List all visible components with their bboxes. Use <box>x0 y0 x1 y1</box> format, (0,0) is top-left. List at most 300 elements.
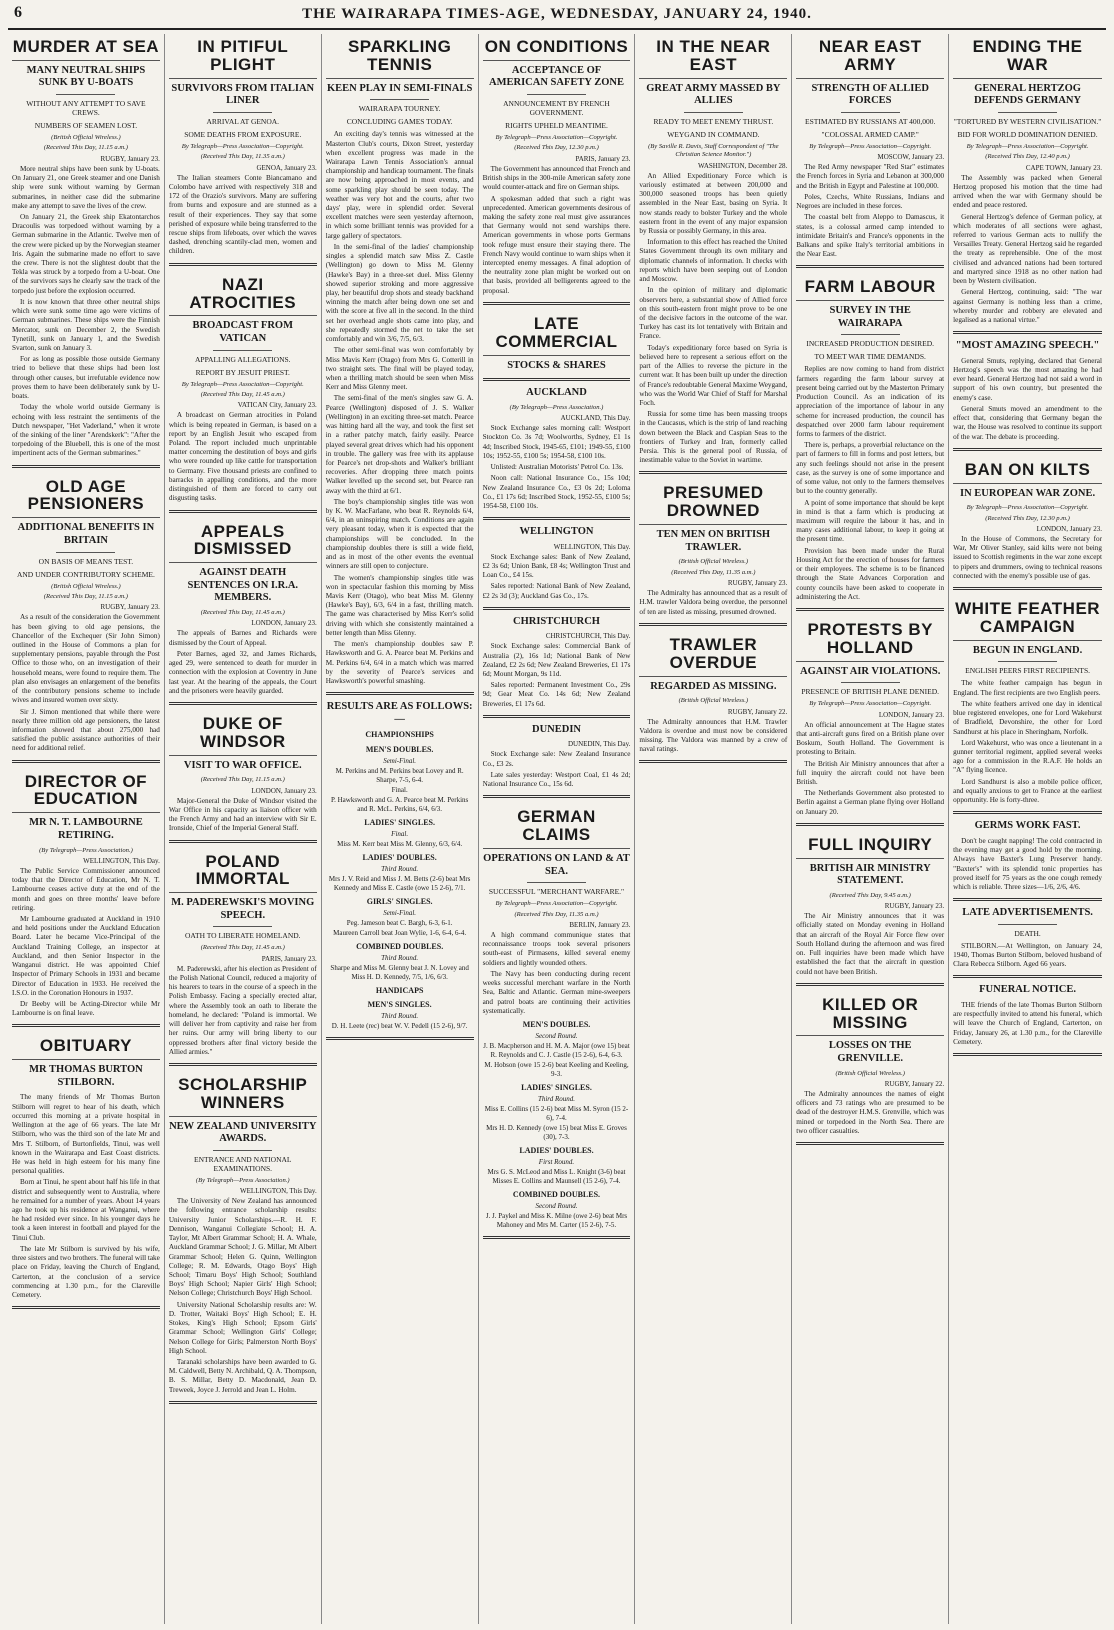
story <box>639 34 787 465</box>
dateline: AUCKLAND, This Day. <box>560 414 631 423</box>
paragraph: The British Air Ministry announces that after a full inquiry the aircraft could not have been British. <box>796 759 945 786</box>
story-separator <box>953 448 1102 451</box>
story-body <box>953 942 1102 970</box>
story-subhead: LOSSES ON THE GRENVILLE. <box>828 1040 912 1065</box>
story-separator <box>796 983 944 986</box>
story-body <box>12 165 160 459</box>
result-line: M. Hobson (owe 15 2-6) beat Keeling and Keeling, 9-3. <box>484 1061 629 1079</box>
dateline: WASHINGTON, December 28. <box>697 161 788 170</box>
paragraph: The boy's championship singles title was won by K. W. MacFarlane, who beat R. Reynolds 6/4, 6/4, in an uninspiring match. Conditions are again very pleasant today, when it is expected that the championships will be concluded. In the championship doubles there is still a wide field, and as in most of the other events the eventual winners are still open to conjecture. <box>325 497 474 571</box>
story-subhead: LATE ADVERTISEMENTS. <box>962 907 1093 919</box>
paragraph: Sales reported: National Bank of New Zealand, £2 2s 3d (3); Auckland Gas Co., 17s. <box>482 582 631 600</box>
divider-rule <box>841 334 900 335</box>
story-headline: LATE COMMERCIAL <box>483 311 631 356</box>
story-separator <box>953 898 1102 901</box>
column-5 <box>635 34 792 1624</box>
results-round: Third Round. <box>381 954 419 963</box>
story-headline: KILLED OR MISSING <box>796 992 944 1037</box>
story-body <box>639 172 787 466</box>
received-time: (Received This Day, 11.15 a.m.) <box>43 592 128 600</box>
received-time: (Received This Day, 11.15 a.m.) <box>43 144 128 152</box>
story <box>12 769 160 1019</box>
story <box>326 34 474 686</box>
story <box>953 907 1102 969</box>
story-separator <box>639 471 787 474</box>
story-body <box>953 837 1102 892</box>
story-body <box>953 357 1102 442</box>
story <box>796 832 944 977</box>
story-subhead: "COLOSSAL ARMED CAMP." <box>821 129 919 139</box>
paragraph: It is now known that three other neutral ships which were sunk some time ago were victims of German submarines. These ships were the Finnish Mercator, sunk on December 2, the Swedish Tynetill, sunk on January 1, and the Swedish Svarton, sunk on January 3. <box>12 297 160 353</box>
column-2 <box>165 34 322 1624</box>
story-subhead: M. PADEREWSKI'S MOVING SPEECH. <box>171 897 315 921</box>
paragraph: The Netherlands Government also protested to Berlin against a German plane flying over Holland on January 20. <box>796 789 945 816</box>
story <box>483 724 631 789</box>
story-headline: PRESUMED DROWNED <box>639 480 787 525</box>
story-headline: SPARKLING TENNIS <box>326 34 474 79</box>
story-body <box>953 174 1102 326</box>
story <box>953 340 1102 442</box>
story-separator <box>796 265 944 268</box>
story-subhead: VISIT TO WAR OFFICE. <box>183 759 302 771</box>
story-subhead: WEYGAND IN COMMAND. <box>667 129 760 139</box>
results-heading: HANDICAPS <box>375 985 424 995</box>
dateline: CHRISTCHURCH, This Day. <box>545 632 631 641</box>
dateline: PARIS, January 23. <box>575 154 631 163</box>
paragraph: Stock Exchange sales morning call: Westport Stockton Co. 3s 7d; Woolworths, Sydney, £1 1s 4d; Inscribed Stock, 1945-65, £101; 1949-55, £100 10s; 1952-55, £100 5s; 1954-58, £100 10s. <box>482 424 631 460</box>
story-subhead: OATH TO LIBERATE HOMELAND. <box>184 931 301 941</box>
story <box>326 701 474 1031</box>
story-body <box>12 867 160 1019</box>
paragraph: The Admiralty announces that H.M. Trawler Valdora is overdue and must now be considered missing. The Valdora was manned by a crew of naval ratings. <box>639 717 788 754</box>
story-headline: FARM LABOUR <box>796 274 944 301</box>
paragraph: The Admiralty has announced that as a result of H.M. trawler Valdora being overdue, the personnel of ten are listed as missing, presumed drowned. <box>639 589 788 616</box>
wire-credit: By Telegraph—Press Association—Copyright. <box>966 142 1089 150</box>
paragraph: Lord Wakehurst, who was once a lieutenant in a gunner territorial regiment, applied several weeks ago for a commission in the R.A.F. He holds an "A" flying licence. <box>953 738 1102 775</box>
result-line: Mrs G. S. McLeod and Miss L. Knight (3-6) beat Misses E. Collins and Maunsell (15 2-6), 7-4. <box>487 1168 626 1186</box>
story-subhead: DUNEDIN <box>531 723 581 735</box>
story-headline: IN THE NEAR EAST <box>639 34 787 79</box>
story-subhead: ADDITIONAL BENEFITS IN BRITAIN <box>17 522 155 546</box>
dateline: WELLINGTON, This Day. <box>553 542 631 551</box>
story-separator <box>953 811 1102 814</box>
story <box>483 387 631 511</box>
column-7 <box>949 34 1106 1624</box>
paragraph: The appeals of Barnes and Richards were dismissed by the Court of Appeal. <box>168 629 317 647</box>
story-subhead: STRENGTH OF ALLIED FORCES <box>811 82 929 107</box>
story-subhead: INCREASED PRODUCTION DESIRED. <box>806 339 935 349</box>
results-event: LADIES' DOUBLES. <box>362 852 437 862</box>
story-headline: NAZI ATROCITIES <box>169 272 317 317</box>
paragraph: Poles, Czechs, White Russians, Indians and Negroes are included in these forces. <box>796 192 945 211</box>
paragraph: Don't be caught napping! The cold contracted in the evening may get a good hold by the morning. Always have Baxter's Lung Preserver handy. "Baxter's" with its splendid tonic properties has proved itself for 75 years as the one cough remedy which is reliable. Three sizes—1/6, 2/6, 4/6. <box>953 836 1102 891</box>
story-subhead: MANY NEUTRAL SHIPS SUNK BY U-BOATS <box>26 64 146 89</box>
story-subhead: BROADCAST FROM VATICAN <box>192 320 293 344</box>
story-body <box>483 642 631 709</box>
dateline: RUGBY, January 23. <box>727 579 788 588</box>
story-subhead: WAIRARAPA TOURNEY. <box>358 104 441 114</box>
paragraph: Taranaki scholarships have been awarded to G. M. Caldwell, Betty N. Archibald, Q. A. Thompson, B. S. Millar, Betty D. Macdonald, Jean D. Treweek, Joyce J. Jerrold and Jean L. Holm. <box>168 1357 317 1394</box>
story-subhead: AND UNDER CONTRIBUTORY SCHEME. <box>16 569 155 579</box>
dateline: VATICAN City, January 23. <box>237 401 317 410</box>
paragraph: For as long as possible those outside Germany tried to believe that these ships had been lost through other causes, but irrefutable evidence now proves them to have been deliberately sunk by U-boats. <box>12 355 160 401</box>
dateline: MOSCOW, January 23. <box>877 153 945 162</box>
story-subhead: "MOST AMAZING SPEECH." <box>955 340 1100 352</box>
column-1 <box>8 34 165 1624</box>
received-time: (Received This Day, 11.45 a.m.) <box>200 390 285 398</box>
story-separator <box>12 760 160 763</box>
wire-credit: (British Official Wireless.) <box>678 697 749 705</box>
story-subhead: BEGUN IN ENGLAND. <box>972 644 1083 656</box>
paragraph: On January 21, the Greek ship Ekatontarchos Dracoulis was torpedoed without warning by a German submarine in the Atlantic. Twelve men of the crew were picked up by the Norwegian steamer Iris. Again the submarine made no effort to save the crew. There is not the slightest doubt that the Tekla was struck by a torpedo from a U-boat. One of the survivors says he clearly saw the track of the torpedo just before the explosion occurred. <box>12 212 160 295</box>
story-body <box>483 424 631 511</box>
story-body <box>169 797 317 834</box>
paragraph: An exciting day's tennis was witnessed at the Masterton Club's courts, Dixon Street, yesterday when excellent progress was made in the Wairarapa Lawn Tennis Association's annual championship and handicap tournament. The finals are now being approached in most events, and some sparkling play should be seen today. The weather was very hot and the courts, after two days' play, were in splendid order. Several excellent matches were seen yesterday afternoon, in which some brilliant tennis was provided for a large gallery of spectators. <box>325 130 474 240</box>
wire-credit: (British Official Wireless.) <box>678 558 749 566</box>
story-separator <box>12 465 160 468</box>
received-time: (Received This Day, 12.30 p.m.) <box>514 144 599 152</box>
paragraph: The many friends of Mr Thomas Burton Stilborn will regret to hear of his death, which occurred this morning at a private hospital in Wellington at the age of 66 years. The late Mr Stilborn, who was the third son of the late Mr and Mrs T. Stilborn, of Burtonfields, Tinui, was well known in the Wairarapa and East Coast districts. He was held in high esteem for his many fine personal qualities. <box>12 1093 160 1176</box>
paragraph: The women's championship singles title was won in spectacular fashion this morning by Miss Mavis Kerr (Otago), who beat Miss M. Glenny (Hawke's Bay), 6/3, 6/4 in a fast, thrilling match. The game was characterised by Miss Kerr's solid driving with which she consistently maintained a better length than Miss Glenny. <box>325 573 474 637</box>
paragraph: Stock Exchange sale: New Zealand Insurance Co., £3 2s. <box>482 750 631 768</box>
received-time: (Received This Day, 9.45 a.m.) <box>829 891 911 899</box>
dateline: LONDON, January 23. <box>251 786 317 795</box>
story-headline: APPEALS DISMISSED <box>169 519 317 564</box>
paragraph: The Admiralty announces the names of eight officers and 73 ratings who are presumed to be dead of the destroyer H.M.S. Grenville, which was mined or torpedoed in the North Sea. There are two officer casualties. <box>796 1090 945 1135</box>
paragraph: Replies are now coming to hand from district farmers regarding the farm labour survey at present being carried out by the Masterton Primary Production Council. As an indication of its appreciation of the importance of labour in any scheme for increased production, the council has despatched over 2000 farm labour requirement forms to farmers of the district. <box>796 365 945 439</box>
story-separator <box>796 608 944 611</box>
story <box>953 596 1102 805</box>
wire-credit: (By Telegraph—Press Association.) <box>509 403 604 411</box>
wire-credit: By Telegraph—Press Association—Copyright. <box>181 142 304 150</box>
paragraph: An official announcement at The Hague states that anti-aircraft guns fired on a British plane over Boskum, South Holland. The Government is protesting to Britain. <box>796 720 945 757</box>
result-line: Final. <box>391 785 408 794</box>
story-body <box>796 163 944 259</box>
paragraph: The semi-final of the men's singles saw G. A. Pearce (Wellington) disposed of J. S. Walker (Wellington) in an exciting three-set match. Pearce was hitting hard all the way, and took the first set in a rather patchy match, fairly easily. Pearce played several great drives which had his opponent in trouble. The gallery was free with its applause for Pearce's net drop-shots and Walker's brilliant recoveries. After dropping three match points Walker levelled up the second set, but Pearce ran away with the third at 6/1. <box>325 394 474 495</box>
paragraph: The other semi-final was won comfortably by Miss Mavis Kerr (Otago) from Mrs G. Cotterill in two straight sets. The final will be played today, when a thrilling match should be seen when Miss Kerr and Miss Glenny meet. <box>325 346 474 392</box>
paragraph: THE friends of the late Thomas Burton Stilborn are respectfully invited to attend his funeral, which will leave the Church of England, Carterton, on Friday, January 26, at 1.30 p.m., for the Clareville Cemetery. <box>953 1001 1102 1046</box>
results-round: Second Round. <box>535 1032 578 1041</box>
story-subhead: TO MEET WAR TIME DEMANDS. <box>814 352 926 362</box>
result-line: Sharpe and Miss M. Glenny beat J. N. Lovey and Miss H. D. Kennedy, 7/5, 1/6, 6/3. <box>330 964 469 982</box>
story-body <box>483 750 631 789</box>
result-line: Mrs J. V. Reid and Miss J. M. Betts (2-6) beat Mrs Kennedy and Miss E. Castle (owe 15 2-6), 7/1. <box>328 874 471 892</box>
dateline: GENOA, January 23. <box>256 163 317 172</box>
story-subhead: ENTRANCE AND NATIONAL EXAMINATIONS. <box>194 1154 292 1173</box>
story-subhead: PRESENCE OF BRITISH PLANE DENIED. <box>801 687 940 697</box>
story <box>169 519 317 696</box>
wire-credit: By Telegraph—Press Association—Copyright. <box>495 900 618 908</box>
paragraph: A point of some importance that should be kept in mind is that a farm which is producing at maximum will require the labour it has, and in many cases additional labour, to keep it going at the present time. <box>796 498 945 544</box>
results-round: Third Round. <box>381 864 419 873</box>
story-body <box>796 1090 944 1136</box>
paragraph: In the opinion of military and diplomatic observers here, a substantial show of Allied force on this south-eastern front might prove to be one of the decisive factors in the outcome of the war. Turkey has cast its lot tentatively with Britain and France. <box>639 286 788 341</box>
dateline: CAPE TOWN, January 23. <box>1025 163 1102 172</box>
divider-rule <box>213 350 272 351</box>
received-time: (Received This Day, 12.30 p.m.) <box>985 514 1070 522</box>
received-time: (Received This Day, 11.15 a.m.) <box>200 776 285 784</box>
paragraph: Sir J. Simon mentioned that while there were nearly three million old age pensioners, the latest information showed that about 275,000 had satisfied the public assistance authorities of their need for additional relief. <box>12 707 160 753</box>
results-event: COMBINED DOUBLES. <box>356 941 444 951</box>
story-separator <box>169 1401 317 1404</box>
divider-rule <box>841 112 900 113</box>
paragraph: The Public Service Commissioner announced today that the Director of Education, Mr N. T. Lambourne ceases active duty at the end of the month and goes on three months' leave before retiring. <box>12 866 160 912</box>
columns-container <box>8 34 1106 1624</box>
divider-rule <box>527 882 586 883</box>
divider-rule <box>684 112 743 113</box>
story-separator <box>326 692 474 695</box>
story-subhead: APPALLING ALLEGATIONS. <box>194 354 291 364</box>
dateline: LONDON, January 23. <box>878 710 945 719</box>
story-body <box>483 553 631 601</box>
story-body <box>169 1197 317 1395</box>
story-subhead: ON BASIS OF MEANS TEST. <box>38 556 134 566</box>
story-separator <box>169 1063 317 1066</box>
paragraph: The Italian steamers Conte Biancamano and Colombo have arrived with respectively 318 and 172 of the Orazio's survivors. Many are suffering from burns and exposure and are stunned as a result of their experiences. They say that some perished of exposure while being transferred to the rescue ships from lifeboats, over which the waves dashed, drenching scantily-clad men, women and children. <box>168 173 317 256</box>
story-subhead: "TORTURED BY WESTERN CIVILISATION." <box>953 116 1102 126</box>
story-separator <box>483 715 631 718</box>
story-subhead: MR THOMAS BURTON STILBORN. <box>29 1064 143 1088</box>
story-subhead: AUCKLAND <box>526 387 587 399</box>
story-headline: ON CONDITIONS <box>483 34 631 61</box>
story <box>796 274 944 602</box>
story-headline: DIRECTOR OF EDUCATION <box>12 769 160 814</box>
story-separator <box>12 1024 160 1027</box>
dateline: WELLINGTON, This Day. <box>83 856 160 865</box>
story-headline: NEAR EAST ARMY <box>796 34 944 79</box>
story-body <box>639 718 787 755</box>
story-headline: GERMAN CLAIMS <box>483 804 631 849</box>
paragraph: A spokesman added that such a right was unprecedented. American governments desirous of making the safety zone real must give assurances that Germany would not send warships there. American governments in whose ports Germans took refuge must ensure their staying there. The French Navy would continue to warn ships when it intercepted enemy messages. A final adoption of the neutrality zone plan might be worked out on that basis, provided all belligerents agreed to the proposal. <box>482 194 631 295</box>
story <box>483 311 631 372</box>
story <box>169 711 317 834</box>
story <box>953 984 1102 1047</box>
paragraph: Major-General the Duke of Windsor visited the War Office in his capacity as liaison officer with the French Army and had an interview with Sir E. Ironside, Chief of the Imperial General Staff. <box>168 796 317 833</box>
story <box>796 617 944 817</box>
divider-rule <box>213 1150 272 1151</box>
story-headline: FULL INQUIRY <box>796 832 944 859</box>
paragraph: Stock Exchange sales: Commercial Bank of Australia (2), 16s 1d; National Bank of New Zealand, £2 2s 6d; New Zealand Breweries, £1 17s 6d; Mount Morgan, 9s 11d. <box>482 642 631 678</box>
story-subhead: READY TO MEET ENEMY THRUST. <box>653 116 774 126</box>
paragraph: An Allied Expeditionary Force which is variously estimated at between 200,000 and 300,000 seasoned troops has been quietly assembled in the Near East, basing on Syria. It now stands ready to bolster Turkey and the whole eastern front in the event of any major expansion by Russia or possibly Germany, in this area. <box>639 171 788 236</box>
column-3 <box>322 34 479 1624</box>
paragraph: Today's expeditionary force based on Syria is believed here to represent a serious effort on the part of the Allies to reverse the picture in the current war. It has been built up under the direction of France's redoubtable General Maxime Weygand, who was the World War Chief of Staff for Marshal Foch. <box>639 343 788 407</box>
result-line: J. B. Macpherson and H. M. A. Major (owe 15) beat R. Reynolds and C. J. Castle (15 2-6), 6-4, 6-3. <box>483 1042 630 1060</box>
paragraph: Stock Exchange sales: Bank of New Zealand, £2 3s 6d; Union Bank, £8 4s; Wellington Trust and Loan Co., £4 15s. <box>482 552 631 580</box>
wire-credit: (By Telegraph—Press Association.) <box>39 846 133 854</box>
paragraph: The white feather campaign has begun in England. The first recipients are two English peers. <box>953 679 1102 697</box>
paragraph: There is, perhaps, a proverbial reluctance on the part of farmers to fill in forms and post letters, but any such feelings should not arise in the present case, as the survey is one of some importance and of some value, not only to the farmers themselves but to the country generally. <box>796 441 945 496</box>
story-subhead: AGAINST AIR VIOLATIONS. <box>800 665 941 677</box>
story-body <box>169 174 317 257</box>
result-line: Miss E. Collins (15 2-6) beat Miss M. Syron (15 2-6), 7-4. <box>484 1105 629 1123</box>
story <box>796 992 944 1136</box>
story-headline: SCHOLARSHIP WINNERS <box>169 1072 317 1117</box>
story-subhead: RESULTS ARE AS FOLLOWS:— <box>326 701 473 725</box>
received-time: (Received This Day, 11.35 a.m.) <box>200 153 285 161</box>
paragraph: Russia for some time has been massing troops in the Caucasus, which is the strip of land reaching down between the Black and Caspian Seas to the frontiers of Turkey and Iran, formerly called Persia. This is the general pool of Russia, of inestimable value to the Soviet in wartime. <box>639 410 788 465</box>
results-round: Third Round. <box>381 1012 419 1021</box>
divider-rule <box>998 112 1058 113</box>
results-event: MEN'S DOUBLES. <box>522 1019 591 1029</box>
story-body <box>953 535 1102 581</box>
story <box>796 34 944 259</box>
story-subhead: FUNERAL NOTICE. <box>979 984 1076 996</box>
story-separator <box>483 607 631 610</box>
story-separator <box>796 1142 944 1145</box>
received-time: (Received This Day, 11.35 a.m.) <box>514 910 599 918</box>
story-subhead: IN EUROPEAN WAR ZONE. <box>959 487 1096 499</box>
paragraph: Unlisted: Australian Motorists' Petrol Co. 13s. <box>490 463 624 472</box>
story <box>12 1033 160 1300</box>
story-headline: WHITE FEATHER CAMPAIGN <box>953 596 1102 641</box>
story-separator <box>639 760 787 763</box>
story-body <box>953 679 1102 805</box>
story-subhead: ARRIVAL AT GENOA. <box>206 116 280 126</box>
story-separator <box>639 623 787 626</box>
story <box>639 632 787 755</box>
story-body <box>12 613 160 753</box>
story-separator <box>483 517 631 520</box>
wire-credit: (By Saville R. Davis, Staff Correspondent of "The Christian Science Monitor.") <box>648 142 779 159</box>
story-subhead: NEW ZEALAND UNIVERSITY AWARDS. <box>169 1120 317 1145</box>
story <box>169 272 317 504</box>
story-separator <box>483 795 631 798</box>
results-event: LADIES' DOUBLES. <box>519 1145 594 1155</box>
results-round: First Round. <box>538 1158 575 1167</box>
divider-rule <box>998 661 1058 662</box>
divider-rule <box>998 924 1058 925</box>
received-time: (Received This Day, 12.40 p.m.) <box>985 153 1070 161</box>
story-headline: MURDER AT SEA <box>12 34 160 61</box>
paragraph: The Assembly was packed when General Hertzog proposed his motion that the time had arrived when the war with Germany should be ended and peace restored. <box>953 173 1102 210</box>
story-separator <box>953 331 1102 334</box>
story <box>483 804 631 1230</box>
paragraph: Mr Lambourne graduated at Auckland in 1910 and held positions under the Auckland Education Board. Later he became Vice-Principal of the Auckland Training College, an inspector at Auckland, and then Senior Inspector in the Wanganui district. He was appointed Chief Inspector of Primary Schools in 1931 and became Director of Education in 1933. He received the I.S.O. in the Coronation Honours in 1937. <box>12 914 160 997</box>
story <box>169 1072 317 1395</box>
story-subhead: CONCLUDING GAMES TODAY. <box>346 117 453 127</box>
story-headline: OLD AGE PENSIONERS <box>12 474 160 519</box>
results-list <box>326 730 474 1031</box>
story-body <box>326 130 474 686</box>
story-separator <box>796 823 944 826</box>
story <box>12 34 160 459</box>
story-subhead: CHRISTCHURCH <box>513 615 600 627</box>
story-body <box>169 629 317 696</box>
wire-credit: By Telegraph—Press Association—Copyright. <box>809 142 932 150</box>
received-time: (Received This Day, 11.45 a.m.) <box>200 944 285 952</box>
paragraph: The men's championship doubles saw P. Hawksworth and G. A. Pearce beat M. Perkins and M. Perkins 6/4, 6/4 in a match which was marred by the severity of Pearce's services and Hawksworth's powerful smashing. <box>325 640 474 685</box>
divider-rule <box>370 99 429 100</box>
masthead <box>8 0 1106 30</box>
story-separator <box>953 587 1102 590</box>
paragraph: University National Scholarship results are: W. D. Trotter, Waitaki Boys' High School; E. H. Stokes, King's High School; Epsom Girls' Grammar School; Wellington Girls' College; Nelson College for Girls; Palmerston North Boys' High School. <box>168 1300 317 1355</box>
story-separator <box>169 510 317 513</box>
dateline: LONDON, January 23. <box>251 619 317 628</box>
story <box>953 820 1102 892</box>
newspaper-title: THE WAIRARAPA TIMES-AGE, WEDNESDAY, JANUARY 24, 1940. <box>302 5 812 22</box>
story <box>483 34 631 296</box>
story-subhead: REGARDED AS MISSING. <box>650 680 777 692</box>
story-separator <box>953 975 1102 978</box>
wire-credit: (British Official Wireless.) <box>51 134 121 142</box>
story-subhead: BID FOR WORLD DOMINATION DENIED. <box>957 129 1098 139</box>
divider-rule <box>841 682 900 683</box>
story <box>12 474 160 754</box>
story <box>169 849 317 1057</box>
story-separator <box>169 840 317 843</box>
story-subhead: ESTIMATED BY RUSSIANS AT 400,000. <box>804 116 936 126</box>
story <box>483 616 631 709</box>
wire-credit: By Telegraph—Press Association—Copyright. <box>966 504 1089 512</box>
story-subhead: MR N. T. LAMBOURNE RETIRING. <box>29 817 143 841</box>
paragraph: In the House of Commons, the Secretary for War, Mr Oliver Stanley, said kilts were not being issued to Scottish regiments in the war zone except to pipers and drummers, owing to technical reasons connected with the enemy's possible use of gas. <box>953 535 1102 580</box>
paragraph: Noon call: National Insurance Co., 15s 10d; New Zealand Insurance Co., £3 0s 2d; Loloma Co., £1 17s 6d; Inscribed Stock, 1952-55, £100 5s; 1954-58, £100 10s. <box>482 474 631 510</box>
story-subhead: OPERATIONS ON LAND & AT SEA. <box>483 852 630 877</box>
story-separator <box>169 263 317 266</box>
story-subhead: RIGHTS UPHELD MEANTIME. <box>505 121 608 131</box>
result-line: D. H. Leete (rec) beat W. V. Pedell (15 2-6), 9/7. <box>331 1022 468 1031</box>
story-subhead: WITHOUT ANY ATTEMPT TO SAVE CREWS. <box>26 99 146 118</box>
story <box>483 526 631 601</box>
page-number: 6 <box>14 4 22 21</box>
result-line: Miss M. Kerr beat Miss M. Glenny, 6/3, 6/4. <box>337 839 463 848</box>
wire-credit: (By Telegraph—Press Association.) <box>195 1176 290 1184</box>
wire-credit: By Telegraph—Press Association—Copyright. <box>809 700 932 708</box>
paragraph: A high command communique states that reconnaissance troops took several prisoners south-east of Pirmasens, killed several enemy soldiers and lightly wounded others. <box>482 931 631 967</box>
result-line: M. Perkins and M. Perkins beat Lovey and R. Sharpe, 7-5, 6-4. <box>335 766 464 784</box>
paragraph: A broadcast on German atrocities in Poland which is being repeated in German, is based on a report by an English Jesuit who escaped from Poland. The report included much unprintable matter concerning the destitution of boys and girls who were rounded up like cattle for transportation to Germany. Five thousand priests are confined to barracks in appalling conditions, and the more distinguished of them are forced to carry out disgusting tasks. <box>168 411 317 503</box>
story-body <box>169 411 317 503</box>
results-list <box>483 1020 631 1230</box>
paragraph: The Navy has been conducting during recent weeks successful merchant warfare in the North Sea, Baltic and Atlantic. German mine-sweepers and patrol boats are continuing their activities systematically. <box>482 969 631 1015</box>
result-line: Mrs H. D. Kennedy (owe 15) beat Miss E. Groves (30), 7-3. <box>486 1124 627 1142</box>
paragraph: Lord Sandhurst is also a mobile police officer, and equally anxious to get to France at the earliest opportunity. He is forty-three. <box>953 777 1102 805</box>
paragraph: Late sales yesterday: Westport Coal, £1 4s 2d; National Insurance Co., 15s 6d. <box>482 770 631 789</box>
wire-credit: By Telegraph—Press Association—Copyright. <box>181 380 304 388</box>
story-subhead: NUMBERS OF SEAMEN LOST. <box>34 121 138 131</box>
paragraph: General Smuts, replying, declared that General Hertzog's speech was the most amazing he had ever heard. General Hertzog had not said a word in support of his own country, but presented the enemy's case. <box>953 356 1102 402</box>
result-line: Maureen Carroll beat Joan Wylie, 1-6, 6-4, 6-4. <box>333 928 467 937</box>
story-subhead: GREAT ARMY MASSED BY ALLIES <box>646 82 781 107</box>
paragraph: In the semi-final of the ladies' championship singles a splendid match saw Miss Z. Castle (Wellington) go down to Miss M. Glenny (Hawke's Bay) in a three-set duel. Miss Glenny showed superior stroking and more aggressive play, her beautiful drop shots and steady backhand winning the match after being down one set and with the score at five all in the second. In the third set her overhead angle shots came into play, and she repeatedly stormed the net to take the set comfortably and win 3/6, 7/5, 6/3. <box>325 242 474 344</box>
story-headline: OBITUARY <box>12 1033 160 1060</box>
paragraph: Dr Beeby will be Acting-Director while Mr Lambourne is on final leave. <box>12 999 160 1018</box>
story-body <box>796 912 944 977</box>
story-subhead: STOCKS & SHARES <box>507 359 606 371</box>
story-body <box>169 965 317 1057</box>
paragraph: General Hertzog's defence of German policy, at which moderates of all sections were aghast, referred to various German acts to nullify the Versailles Treaty. General Hertzog said he regarded the treaty as reprehensible. One of the most civilised and advanced nations had been tortured and martyred since 1918 as no other nation had been by Western civilisation. <box>953 212 1102 286</box>
story-separator <box>169 702 317 705</box>
dateline: RUGBY, January 23. <box>884 902 945 911</box>
paragraph: The Air Ministry announces that it was officially stated on Monday evening in Holland that an aircraft of the Royal Air Force flew over South Holland during the afternoon and was fired on. Full inquiries have been made which have established the fact that the aircraft in question could not have been British. <box>796 912 945 976</box>
dateline: DUNEDIN, This Day. <box>568 740 631 749</box>
divider-rule <box>56 552 115 553</box>
paragraph: General Smuts moved an amendment to the effect that, considering that Germany began the war, the House was resolved to continue its support of the war. The debate is proceeding. <box>953 404 1102 441</box>
divider-rule <box>527 94 586 95</box>
paragraph: Peter Barnes, aged 32, and James Richards, aged 29, were sentenced to death for murder in connection with the explosion at Coventry in June last year. At the hearing of the appeals, the Court and the prisoners were heavily guarded. <box>168 649 317 695</box>
results-event: MEN'S SINGLES. <box>367 1000 432 1010</box>
story-headline: DUKE OF WINDSOR <box>169 711 317 756</box>
results-event: COMBINED DOUBLES. <box>512 1190 601 1200</box>
story-subhead: WELLINGTON <box>519 526 594 538</box>
wire-credit: (British Official Wireless.) <box>51 582 121 590</box>
story-subhead: SURVIVORS FROM ITALIAN LINER <box>171 82 315 107</box>
story-subhead: GENERAL HERTZOG DEFENDS GERMANY <box>974 82 1082 107</box>
story-headline: POLAND IMMORTAL <box>169 849 317 894</box>
story-subhead: ACCEPTANCE OF AMERICAN SAFETY ZONE <box>489 64 624 89</box>
received-time: (Received This Day, 11.35 a.m.) <box>671 568 756 576</box>
